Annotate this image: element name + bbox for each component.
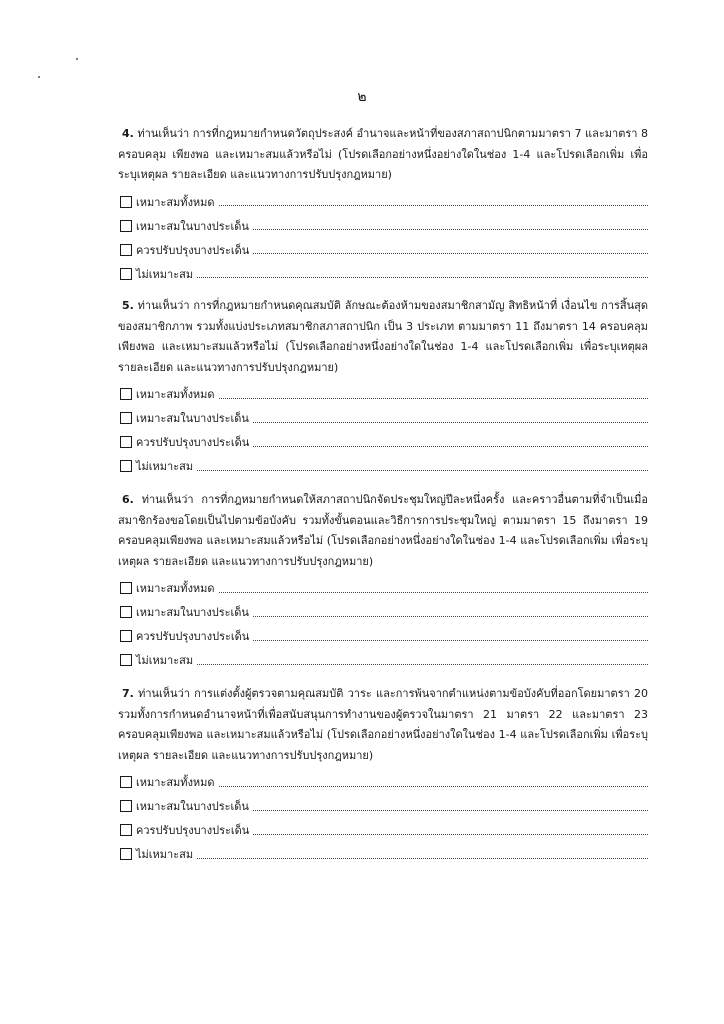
answer-line[interactable] [253, 229, 648, 230]
scan-speck [38, 76, 40, 78]
answer-line[interactable] [253, 810, 648, 811]
question-number: 6. [122, 493, 134, 506]
page-number: ๒ [357, 89, 367, 105]
option-label: ควรปรับปรุงบางประเด็น [136, 436, 250, 449]
checkbox[interactable] [120, 630, 132, 642]
option-fully-appropriate[interactable] [118, 576, 648, 600]
scan-speck [76, 58, 78, 60]
option-label: เหมาะสมทั้งหมด [136, 582, 215, 595]
checkbox[interactable] [120, 268, 132, 280]
answer-line[interactable] [253, 446, 648, 447]
option-fully-appropriate[interactable] [118, 190, 648, 214]
answer-line[interactable] [197, 470, 648, 471]
option-label: เหมาะสมในบางประเด็น [136, 606, 249, 619]
option-needs-improvement[interactable] [118, 624, 648, 648]
question-number: 7. [122, 687, 134, 700]
answer-line[interactable] [219, 786, 648, 787]
option-partially-appropriate[interactable] [118, 600, 648, 624]
option-label: ไม่เหมาะสม [136, 460, 194, 473]
option-partially-appropriate[interactable] [118, 794, 648, 818]
option-not-appropriate[interactable] [118, 842, 648, 866]
answer-line[interactable] [253, 616, 648, 617]
checkbox[interactable] [120, 800, 132, 812]
option-not-appropriate[interactable] [118, 648, 648, 672]
option-label: เหมาะสมในบางประเด็น [136, 412, 249, 425]
checkbox[interactable] [120, 436, 132, 448]
option-label: เหมาะสมทั้งหมด [136, 388, 215, 401]
checkbox[interactable] [120, 196, 132, 208]
option-needs-improvement[interactable] [118, 238, 648, 262]
checkbox[interactable] [120, 412, 132, 424]
checkbox[interactable] [120, 654, 132, 666]
option-label: เหมาะสมในบางประเด็น [136, 219, 249, 233]
option-needs-improvement[interactable] [118, 430, 648, 454]
option-partially-appropriate[interactable] [118, 214, 648, 238]
checkbox[interactable] [120, 244, 132, 256]
checkbox[interactable] [120, 220, 132, 232]
option-fully-appropriate[interactable] [118, 770, 648, 794]
question-text: ท่านเห็นว่า การที่กฎหมายกำหนดวัตถุประสงค์ อำนาจและหน้าที่ของสภาสถาปนิกตามมาตรา 7 และมาตรา 8 ครอบคลุม เพียงพอ และเหมาะสมแล้วหรือไม่ (โปรดเลือกอย่างหนึ่งอย่างใดในช่อง 1-4 และโปรดเลือกเพิ่ม เพื่อระบุเหตุผล รายละเอียด และแนวทางการปรับปรุงกฎหมาย) [118, 127, 648, 181]
answer-line[interactable] [219, 398, 648, 399]
option-needs-improvement[interactable] [118, 818, 648, 842]
question-5 [118, 296, 648, 478]
question-number: 4. [122, 127, 134, 140]
answer-line[interactable] [253, 640, 648, 641]
option-label: ควรปรับปรุงบางประเด็น [136, 630, 250, 643]
option-label: ควรปรับปรุงบางประเด็น [136, 824, 250, 837]
checkbox[interactable] [120, 606, 132, 618]
option-fully-appropriate[interactable] [118, 382, 648, 406]
answer-line[interactable] [197, 664, 648, 665]
answer-line[interactable] [197, 277, 648, 278]
option-label: ไม่เหมาะสม [136, 848, 194, 861]
checkbox[interactable] [120, 776, 132, 788]
answer-line[interactable] [253, 834, 648, 835]
checkbox[interactable] [120, 388, 132, 400]
option-list [118, 382, 648, 478]
checkbox[interactable] [120, 824, 132, 836]
option-not-appropriate[interactable] [118, 262, 648, 286]
checkbox[interactable] [120, 460, 132, 472]
option-label: ควรปรับปรุงบางประเด็น [136, 243, 250, 257]
option-list [118, 770, 648, 866]
option-label: ไม่เหมาะสม [136, 654, 194, 667]
option-list [118, 576, 648, 672]
option-list [118, 190, 648, 286]
checkbox[interactable] [120, 582, 132, 594]
answer-line[interactable] [197, 858, 648, 859]
option-not-appropriate[interactable] [118, 454, 648, 478]
question-4 [118, 124, 648, 286]
option-label: เหมาะสมทั้งหมด [136, 776, 215, 789]
question-text: ท่านเห็นว่า การที่กฎหมายกำหนดให้สภาสถาปนิกจัดประชุมใหญ่ปีละหนึ่งครั้ง และคราวอื่นตามที่จำเป็นเมื่อสมาชิกร้องขอโดยเป็นไปตามข้อบังคับ รวมทั้งขั้นตอนและวิธีการการประชุมใหญ่ ตามมาตรา 15 ถึงมาตรา 19 ครอบคลุมเพียงพอ และเหมาะสมแล้วหรือไม่ (โปรดเลือกอย่างหนึ่งอย่างใดในช่อง 1-4 และโปรดเลือกเพิ่ม เพื่อระบุเหตุผล รายละเอียด และแนวทางการปรับปรุงกฎหมาย) [118, 493, 648, 568]
answer-line[interactable] [219, 592, 648, 593]
question-text: ท่านเห็นว่า การที่กฎหมายกำหนดคุณสมบัติ ลักษณะต้องห้ามของสมาชิกสามัญ สิทธิหน้าที่ เงื่อนไข การสิ้นสุดของสมาชิกภาพ รวมทั้งแบ่งประเภทสมาชิกสภาสถาปนิก เป็น 3 ประเภท ตามมาตรา 11 ถึงมาตรา 14 ครอบคลุม เพียงพอ และเหมาะสมแล้วหรือไม่ (โปรดเลือกอย่างหนึ่งอย่างใดในช่อง 1-4 และโปรดเลือกเพิ่ม เพื่อระบุเหตุผล รายละเอียด และแนวทางการปรับปรุงกฎหมาย) [118, 299, 649, 374]
option-partially-appropriate[interactable] [118, 406, 648, 430]
option-label: เหมาะสมในบางประเด็น [136, 800, 249, 813]
answer-line[interactable] [219, 205, 648, 206]
question-text: ท่านเห็นว่า การแต่งตั้งผู้ตรวจตามคุณสมบัติ วาระ และการพ้นจากตำแหน่งตามข้อบังคับที่ออกโดยมาตรา 20 รวมทั้งการกำหนดอำนาจหน้าที่เพื่อสนับสนุนการทำงานของผู้ตรวจในมาตรา 21 มาตรา 22 และมาตรา 23 ครอบคลุมเพียงพอ และเหมาะสมแล้วหรือไม่ (โปรดเลือกอย่างหนึ่งอย่างใดในช่อง 1-4 และโปรดเลือกเพิ่ม เพื่อระบุเหตุผล รายละเอียด และแนวทางการปรับปรุงกฎหมาย) [118, 687, 649, 762]
question-6 [118, 490, 648, 672]
option-label: ไม่เหมาะสม [136, 267, 194, 281]
checkbox[interactable] [120, 848, 132, 860]
answer-line[interactable] [253, 422, 648, 423]
option-label: เหมาะสมทั้งหมด [136, 195, 215, 209]
question-7 [118, 684, 648, 866]
question-number: 5. [122, 299, 134, 312]
answer-line[interactable] [253, 253, 648, 254]
